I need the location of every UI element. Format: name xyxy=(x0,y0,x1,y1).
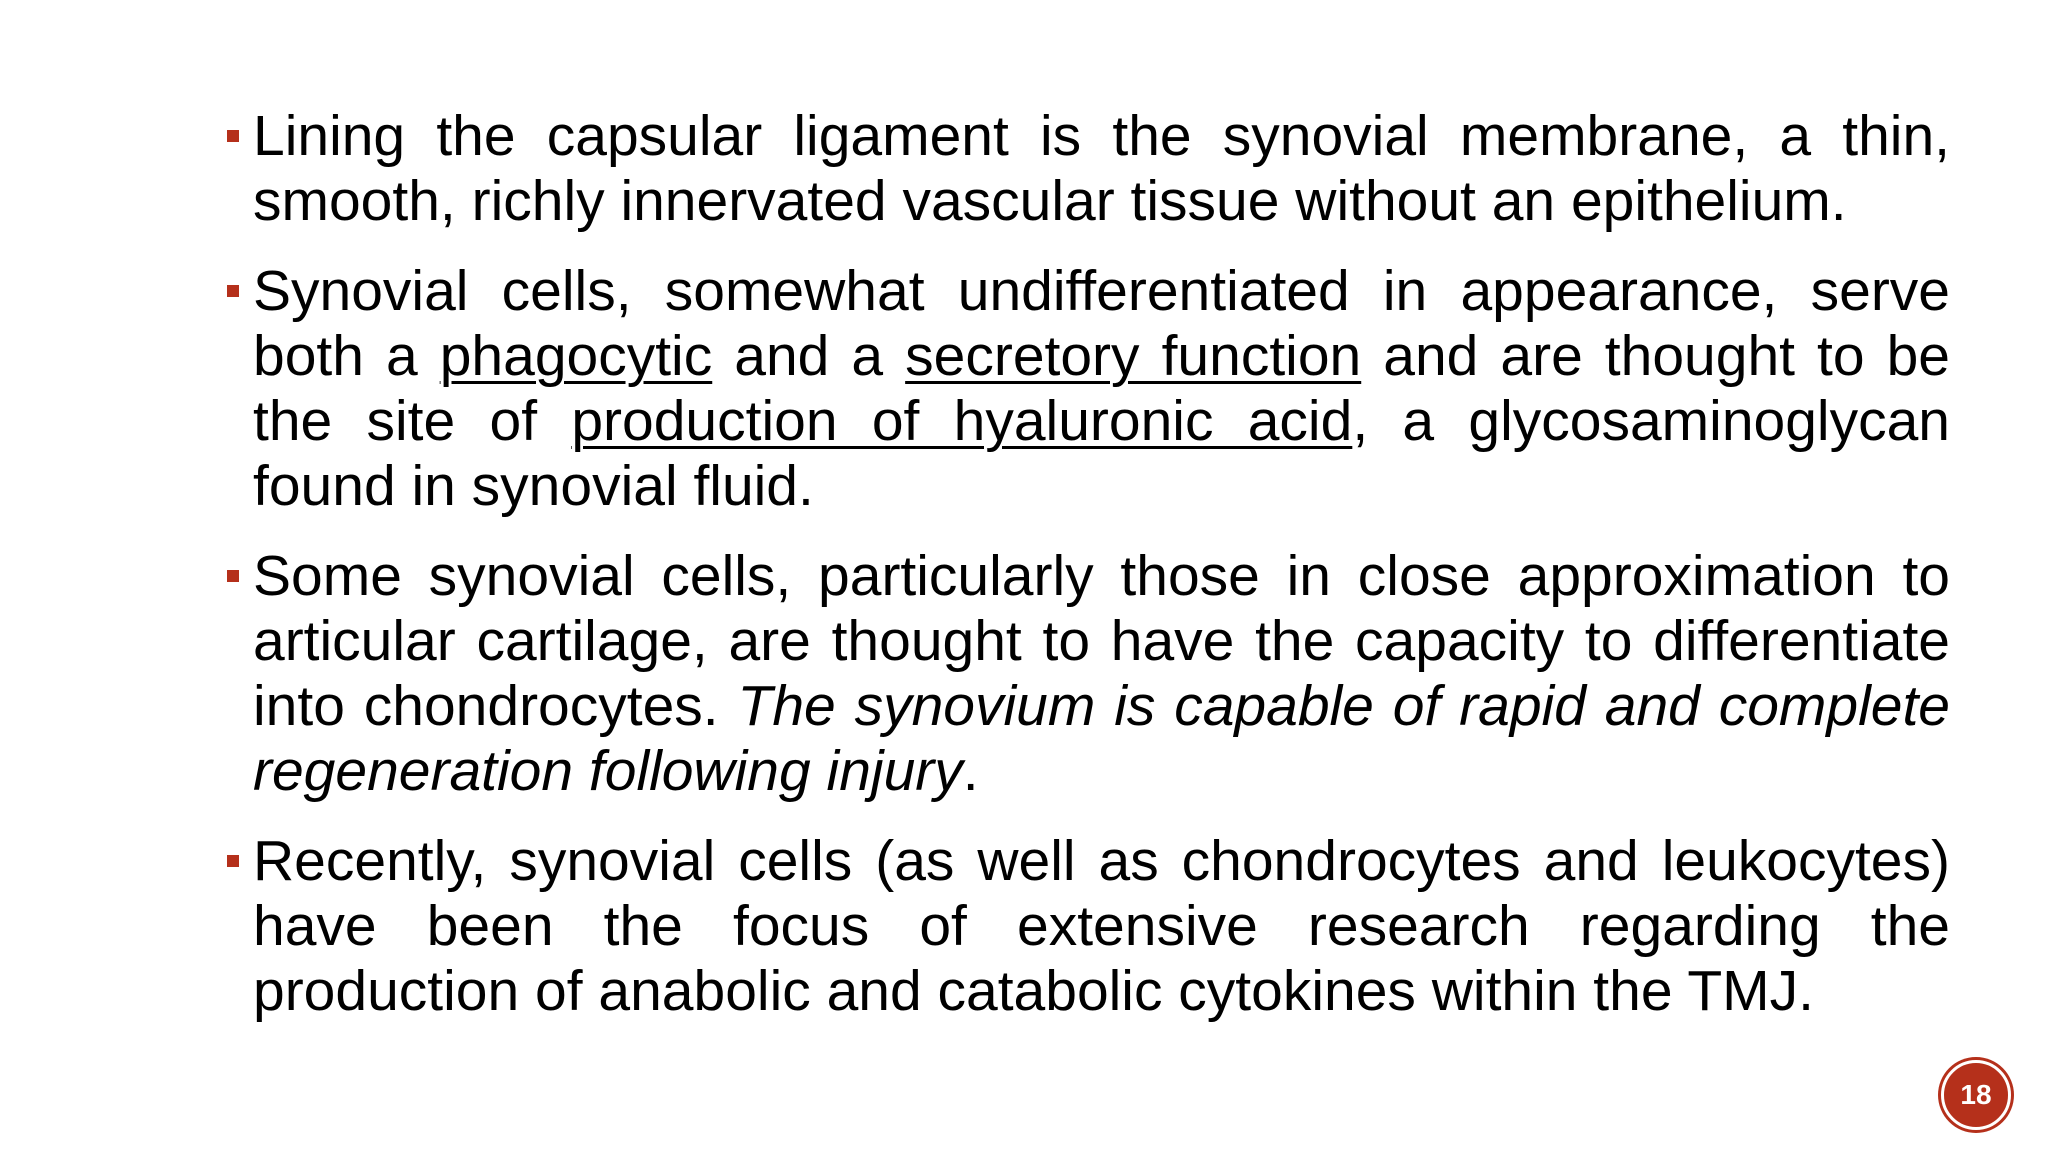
square-bullet-icon xyxy=(227,570,239,582)
square-bullet-icon xyxy=(227,285,239,297)
bullet-text xyxy=(253,259,1950,519)
page-number-badge xyxy=(1941,1060,2011,1130)
square-bullet-icon xyxy=(227,855,239,867)
bullet-text xyxy=(253,104,1950,234)
text-segment: . xyxy=(962,739,979,803)
underlined-term-hyaluronic-acid: production of hyaluronic acid xyxy=(571,389,1353,453)
bullet-text xyxy=(253,829,1950,1024)
text-segment: , a glycosaminoglycan found in synovial fluid. xyxy=(253,389,1950,518)
text-segment: Synovial cells, somewhat undifferentiated in appearance, serve both a xyxy=(253,259,1950,388)
text-segment: and a xyxy=(712,324,906,388)
text-segment: Lining the capsular ligament is the synovial membrane, a thin, smooth, richly innervated vascular tissue without an epithelium. xyxy=(253,104,1950,233)
bullet-item-4 xyxy=(220,829,1950,1024)
bullet-item-2 xyxy=(220,259,1950,519)
italic-statement: The synovium is capable of rapid and complete regeneration following injury xyxy=(253,674,1951,803)
underlined-term-phagocytic: phagocytic xyxy=(439,324,713,388)
page-number: 18 xyxy=(1960,1079,1992,1110)
square-bullet-icon xyxy=(227,130,239,142)
text-segment: Some synovial cells, particularly those in close approximation to articular cartilage, are thought to have the capacity to differentiate into chondrocytes. xyxy=(253,544,1950,738)
text-segment: Recently, synovial cells (as well as chondrocytes and leukocytes) have been the focus of extensive research regarding the production of anabolic and catabolic cytokines within the TMJ. xyxy=(253,829,1950,1023)
bullet-item-1 xyxy=(220,104,1950,234)
bullet-text xyxy=(253,544,1950,804)
bullet-item-3 xyxy=(220,544,1950,804)
underlined-term-secretory-function: secretory function xyxy=(905,324,1362,388)
text-segment: and are thought to be the site of xyxy=(253,324,1950,453)
slide-content xyxy=(220,104,1950,1049)
